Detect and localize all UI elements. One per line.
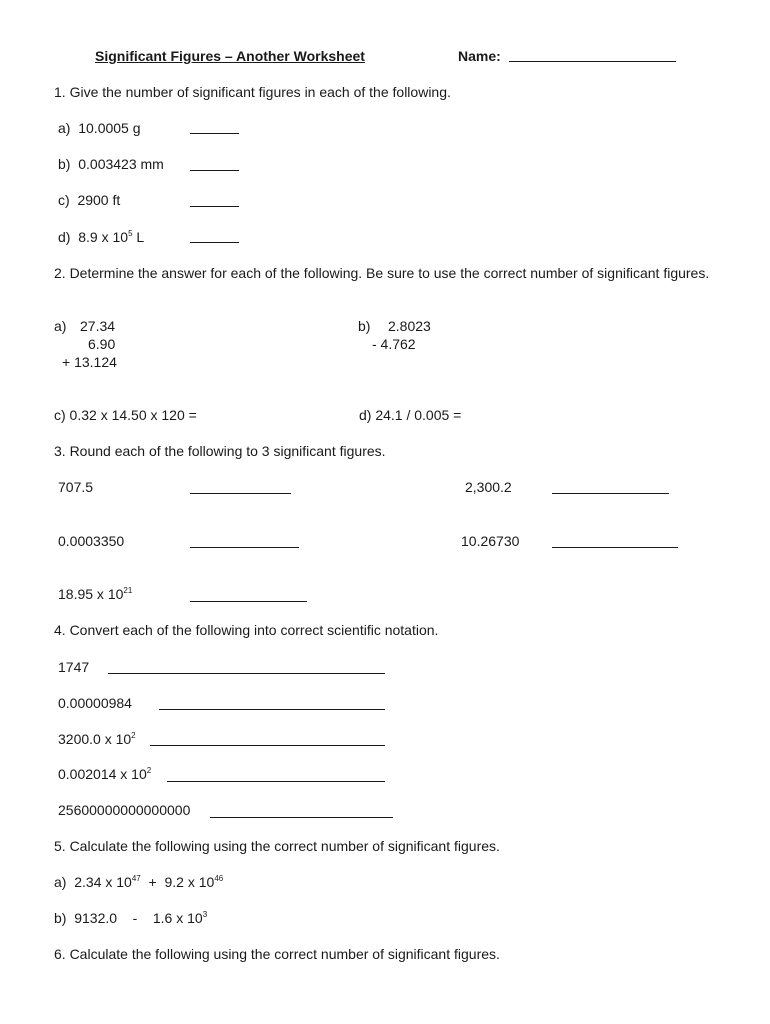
q4-answer-blank-3[interactable] bbox=[150, 745, 385, 746]
q1-item-value: 0.003423 mm bbox=[78, 156, 164, 172]
q1-item-b bbox=[58, 156, 164, 172]
q1-item-unit: L bbox=[136, 229, 145, 245]
q2-d: d) 24.1 / 0.005 = bbox=[359, 407, 462, 423]
q1-answer-blank-c[interactable] bbox=[190, 206, 239, 207]
q3-item-4: 10.26730 bbox=[461, 533, 520, 549]
q1-answer-blank-d[interactable] bbox=[190, 242, 239, 243]
q3-item-1: 707.5 bbox=[58, 479, 94, 495]
q5-a-term-2: 9.2 x 10 bbox=[164, 874, 215, 890]
q1-answer-blank-b[interactable] bbox=[190, 170, 239, 171]
q2-b-label: b) bbox=[358, 318, 371, 334]
q1-item-c bbox=[58, 192, 120, 208]
q4-item-3-base: 3200.0 x 10 bbox=[58, 731, 132, 747]
q4-item-4-base: 0.002014 x 10 bbox=[58, 766, 147, 782]
q6-prompt: 6. Calculate the following using the correct number of significant figures. bbox=[54, 946, 500, 962]
q4-item-2: 0.00000984 bbox=[58, 695, 132, 711]
q3-item-5 bbox=[58, 586, 132, 602]
q1-item-label: b) bbox=[58, 156, 71, 172]
q2-b-line-1: 2.8023 bbox=[388, 318, 431, 334]
q1-item-a bbox=[58, 120, 141, 136]
q5-item-b bbox=[54, 910, 207, 926]
exponent: 21 bbox=[123, 586, 133, 595]
q1-item-label: c) bbox=[58, 192, 70, 208]
q3-answer-blank-2[interactable] bbox=[552, 493, 669, 494]
q1-item-label: d) bbox=[58, 229, 71, 245]
q3-item-3: 0.0003350 bbox=[58, 533, 125, 549]
exponent: 2 bbox=[131, 731, 136, 740]
q4-answer-blank-5[interactable] bbox=[210, 817, 393, 818]
q4-answer-blank-1[interactable] bbox=[108, 673, 385, 674]
q5-b-term-1: 9132.0 bbox=[74, 910, 118, 926]
q5-prompt: 5. Calculate the following using the correct number of significant figures. bbox=[54, 838, 500, 854]
q3-item-2: 2,300.2 bbox=[465, 479, 512, 495]
exponent: 2 bbox=[146, 766, 152, 775]
exponent: 3 bbox=[202, 910, 208, 919]
q2-prompt: 2. Determine the answer for each of the following. Be sure to use the correct number of significant figures. bbox=[54, 265, 710, 281]
q2-c: c) 0.32 x 14.50 x 120 = bbox=[54, 407, 197, 423]
q4-item-3 bbox=[58, 731, 136, 747]
q2-a-line-2: 6.90 bbox=[88, 336, 116, 352]
exponent: 47 bbox=[131, 874, 141, 883]
exponent: 46 bbox=[214, 874, 224, 883]
q2-a-line-3: + 13.124 bbox=[62, 354, 117, 370]
q1-prompt: 1. Give the number of significant figures in each of the following. bbox=[54, 84, 451, 100]
q2-a-line-1: 27.34 bbox=[80, 318, 116, 334]
q5-a-label: a) bbox=[54, 874, 67, 890]
q3-answer-blank-5[interactable] bbox=[190, 601, 307, 602]
q4-answer-blank-2[interactable] bbox=[159, 709, 385, 710]
q5-b-label: b) bbox=[54, 910, 67, 926]
q3-answer-blank-1[interactable] bbox=[190, 493, 291, 494]
q4-prompt: 4. Convert each of the following into correct scientific notation. bbox=[54, 622, 439, 638]
q4-answer-blank-4[interactable] bbox=[167, 781, 385, 782]
q4-item-1: 1747 bbox=[58, 659, 90, 675]
q5-a-term-1: 2.34 x 10 bbox=[74, 874, 132, 890]
q5-a-operator: + bbox=[148, 874, 157, 890]
name-blank[interactable] bbox=[509, 61, 676, 62]
worksheet-title: Significant Figures – Another Worksheet bbox=[95, 48, 365, 64]
exponent: 5 bbox=[128, 229, 133, 238]
q3-prompt: 3. Round each of the following to 3 significant figures. bbox=[54, 443, 386, 459]
name-label: Name: bbox=[458, 48, 501, 64]
q1-item-d bbox=[58, 229, 144, 245]
q4-item-5: 25600000000000000 bbox=[58, 802, 191, 818]
q3-item-5-base: 18.95 x 10 bbox=[58, 586, 124, 602]
q1-item-value: 10.0005 g bbox=[78, 120, 141, 136]
q2-a-label: a) bbox=[54, 318, 67, 334]
q5-item-a bbox=[54, 874, 223, 890]
q1-answer-blank-a[interactable] bbox=[190, 133, 239, 134]
q3-answer-blank-4[interactable] bbox=[552, 547, 678, 548]
q2-b-line-2: - 4.762 bbox=[372, 336, 416, 352]
q3-answer-blank-3[interactable] bbox=[190, 547, 299, 548]
q4-item-4 bbox=[58, 766, 151, 782]
q1-item-value: 2900 ft bbox=[77, 192, 121, 208]
q1-item-value: 8.9 x 10 bbox=[78, 229, 129, 245]
q5-b-term-2: 1.6 x 10 bbox=[152, 910, 203, 926]
q1-item-label: a) bbox=[58, 120, 71, 136]
q5-b-operator: - bbox=[132, 910, 138, 926]
